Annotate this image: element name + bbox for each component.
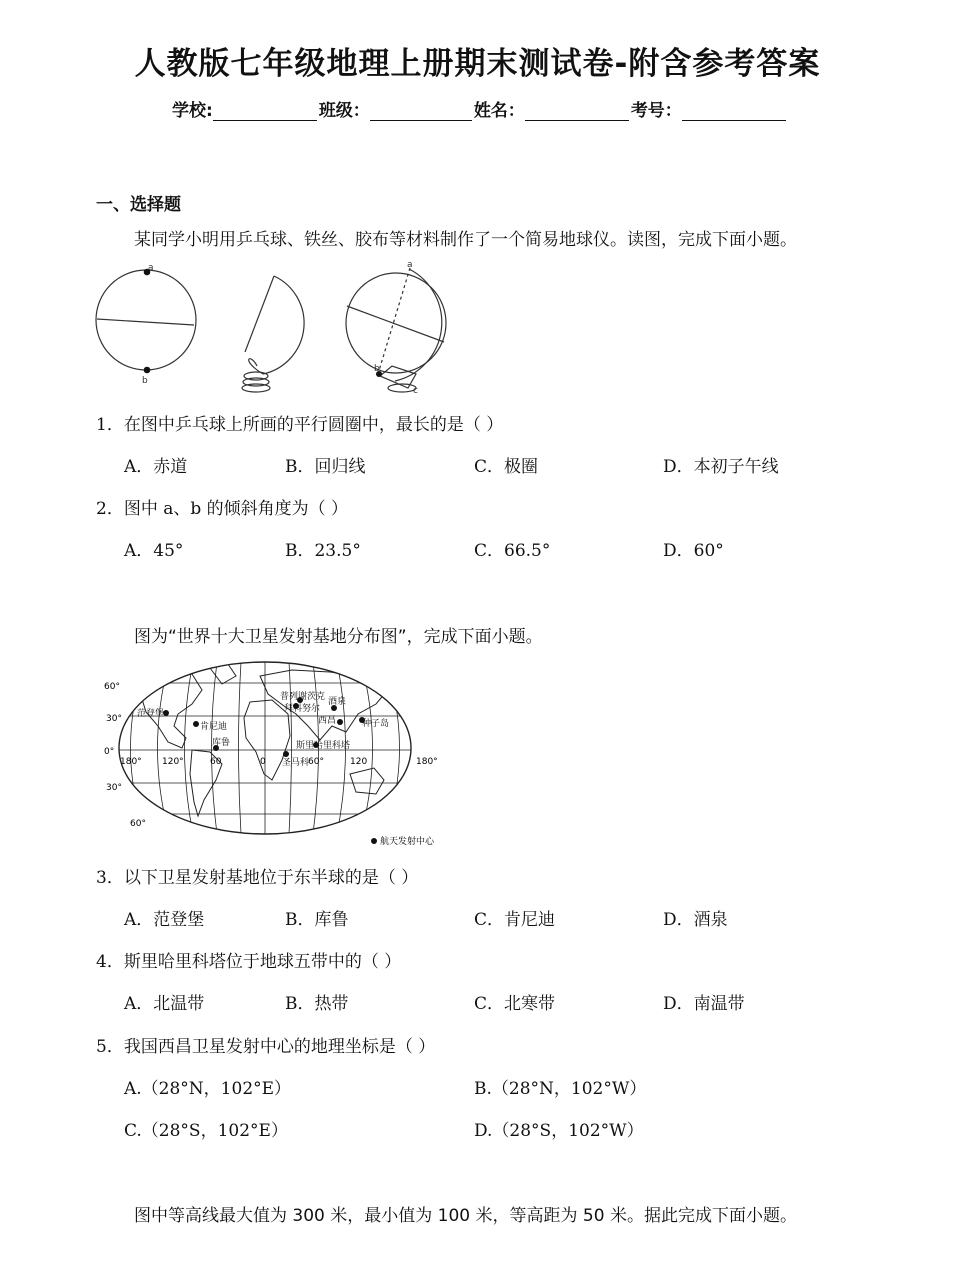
q2-option-a[interactable]: A．45° bbox=[124, 541, 184, 561]
section-title: 一、选择题 bbox=[96, 195, 181, 215]
site-san-marco: 圣马科 bbox=[282, 758, 310, 768]
q4-option-d[interactable]: D．南温带 bbox=[663, 994, 745, 1014]
lat-label-60n: 60° bbox=[104, 682, 120, 692]
equator-line bbox=[97, 319, 194, 325]
q2-option-c[interactable]: C．66.5° bbox=[474, 541, 551, 561]
q4-option-c[interactable]: C．北寒带 bbox=[474, 994, 556, 1014]
site-baikonur: 拜科努尔 bbox=[284, 704, 321, 714]
exam-no-label: 考号： bbox=[630, 101, 682, 121]
map-legend: 航天发射中心 bbox=[380, 837, 435, 847]
label-a1: a bbox=[148, 263, 154, 273]
question-3: 3．以下卫星发射基地位于东半球的是（ ） bbox=[96, 868, 419, 888]
site-kourou: 库鲁 bbox=[212, 738, 231, 748]
label-b2: b bbox=[374, 364, 380, 374]
lon-label-120e: 120 bbox=[350, 757, 368, 767]
class-label: 班级： bbox=[318, 101, 370, 121]
lat-label-60s: 60° bbox=[130, 819, 146, 829]
meridian-arc bbox=[263, 276, 304, 374]
world-map bbox=[100, 656, 445, 852]
lat-label-0: 0° bbox=[104, 747, 115, 757]
lon-label-180w: 180° bbox=[120, 757, 142, 767]
q5-option-d[interactable]: D.（28°S，102°W） bbox=[474, 1121, 644, 1141]
question-1: 1．在图中乒乓球上所画的平行圆圈中，最长的是（ ） bbox=[96, 415, 504, 435]
lat-label-30n: 30° bbox=[106, 714, 122, 724]
site-jiuquan: 酒泉 bbox=[328, 697, 347, 707]
q3-option-a[interactable]: A．范登堡 bbox=[124, 910, 205, 930]
label-c: c bbox=[413, 386, 418, 396]
label-b1: b bbox=[142, 376, 148, 386]
site-xichang: 西昌 bbox=[318, 716, 337, 726]
question-2: 2．图中 a、b 的倾斜角度为（ ） bbox=[96, 499, 349, 519]
site-tanegashima: 种子岛 bbox=[362, 719, 390, 729]
q2-option-d[interactable]: D．60° bbox=[663, 541, 724, 561]
q1-option-b[interactable]: B．回归线 bbox=[285, 457, 366, 477]
label-a2: a bbox=[407, 260, 413, 270]
lon-label-60e: 60° bbox=[308, 757, 324, 767]
school-label: 学校: bbox=[172, 101, 213, 121]
tilted-axis bbox=[378, 268, 410, 374]
q5-option-b[interactable]: B.（28°N，102°W） bbox=[474, 1079, 647, 1099]
intro-map: 图为“世界十大卫星发射基地分布图”，完成下面小题。 bbox=[134, 627, 543, 647]
question-4: 4．斯里哈里科塔位于地球五带中的（ ） bbox=[96, 952, 402, 972]
q2-option-b[interactable]: B．23.5° bbox=[285, 541, 361, 561]
lon-label-180e: 180° bbox=[416, 757, 438, 767]
name-blank[interactable] bbox=[525, 102, 629, 121]
q1-option-c[interactable]: C．极圈 bbox=[474, 457, 539, 477]
q3-option-d[interactable]: D．酒泉 bbox=[663, 910, 728, 930]
site-sriharikota: 斯里哈里科塔 bbox=[296, 741, 351, 751]
q3-option-b[interactable]: B．库鲁 bbox=[285, 910, 349, 930]
q5-option-a[interactable]: A.（28°N，102°E） bbox=[124, 1079, 292, 1099]
intro-contour: 图中等高线最大值为 300 米，最小值为 100 米，等高距为 50 米。据此完成下面小题。 bbox=[134, 1206, 797, 1226]
q3-option-c[interactable]: C．肯尼迪 bbox=[474, 910, 556, 930]
site-kennedy: 肯尼迪 bbox=[200, 722, 228, 732]
student-info-row bbox=[172, 96, 788, 121]
lat-label-30s: 30° bbox=[106, 783, 122, 793]
axis-wire bbox=[245, 276, 274, 352]
question-5: 5．我国西昌卫星发射中心的地理坐标是（ ） bbox=[96, 1037, 436, 1057]
globe-figure bbox=[90, 256, 470, 401]
q4-option-b[interactable]: B．热带 bbox=[285, 994, 349, 1014]
site-plesetsk: 普列谢茨克 bbox=[280, 692, 326, 702]
q5-option-c[interactable]: C.（28°S，102°E） bbox=[124, 1121, 288, 1141]
lon-label-120w: 120° bbox=[162, 757, 184, 767]
lon-label-0: 0 bbox=[260, 757, 266, 767]
page-title: 人教版七年级地理上册期末测试卷-附含参考答案 bbox=[134, 46, 821, 82]
site-vandenberg: 范登堡 bbox=[137, 709, 165, 719]
q1-option-a[interactable]: A．赤道 bbox=[124, 457, 188, 477]
intro-globe: 某同学小明用乒乓球、铁丝、胶布等材料制作了一个简易地球仪。读图，完成下面小题。 bbox=[134, 230, 797, 250]
q4-option-a[interactable]: A．北温带 bbox=[124, 994, 205, 1014]
exam-no-blank[interactable] bbox=[682, 102, 786, 121]
q1-option-d[interactable]: D．本初子午线 bbox=[663, 457, 779, 477]
class-blank[interactable] bbox=[370, 102, 472, 121]
school-blank[interactable] bbox=[213, 102, 317, 121]
lon-label-60w: 60 bbox=[210, 757, 222, 767]
name-label: 姓名： bbox=[473, 101, 525, 121]
